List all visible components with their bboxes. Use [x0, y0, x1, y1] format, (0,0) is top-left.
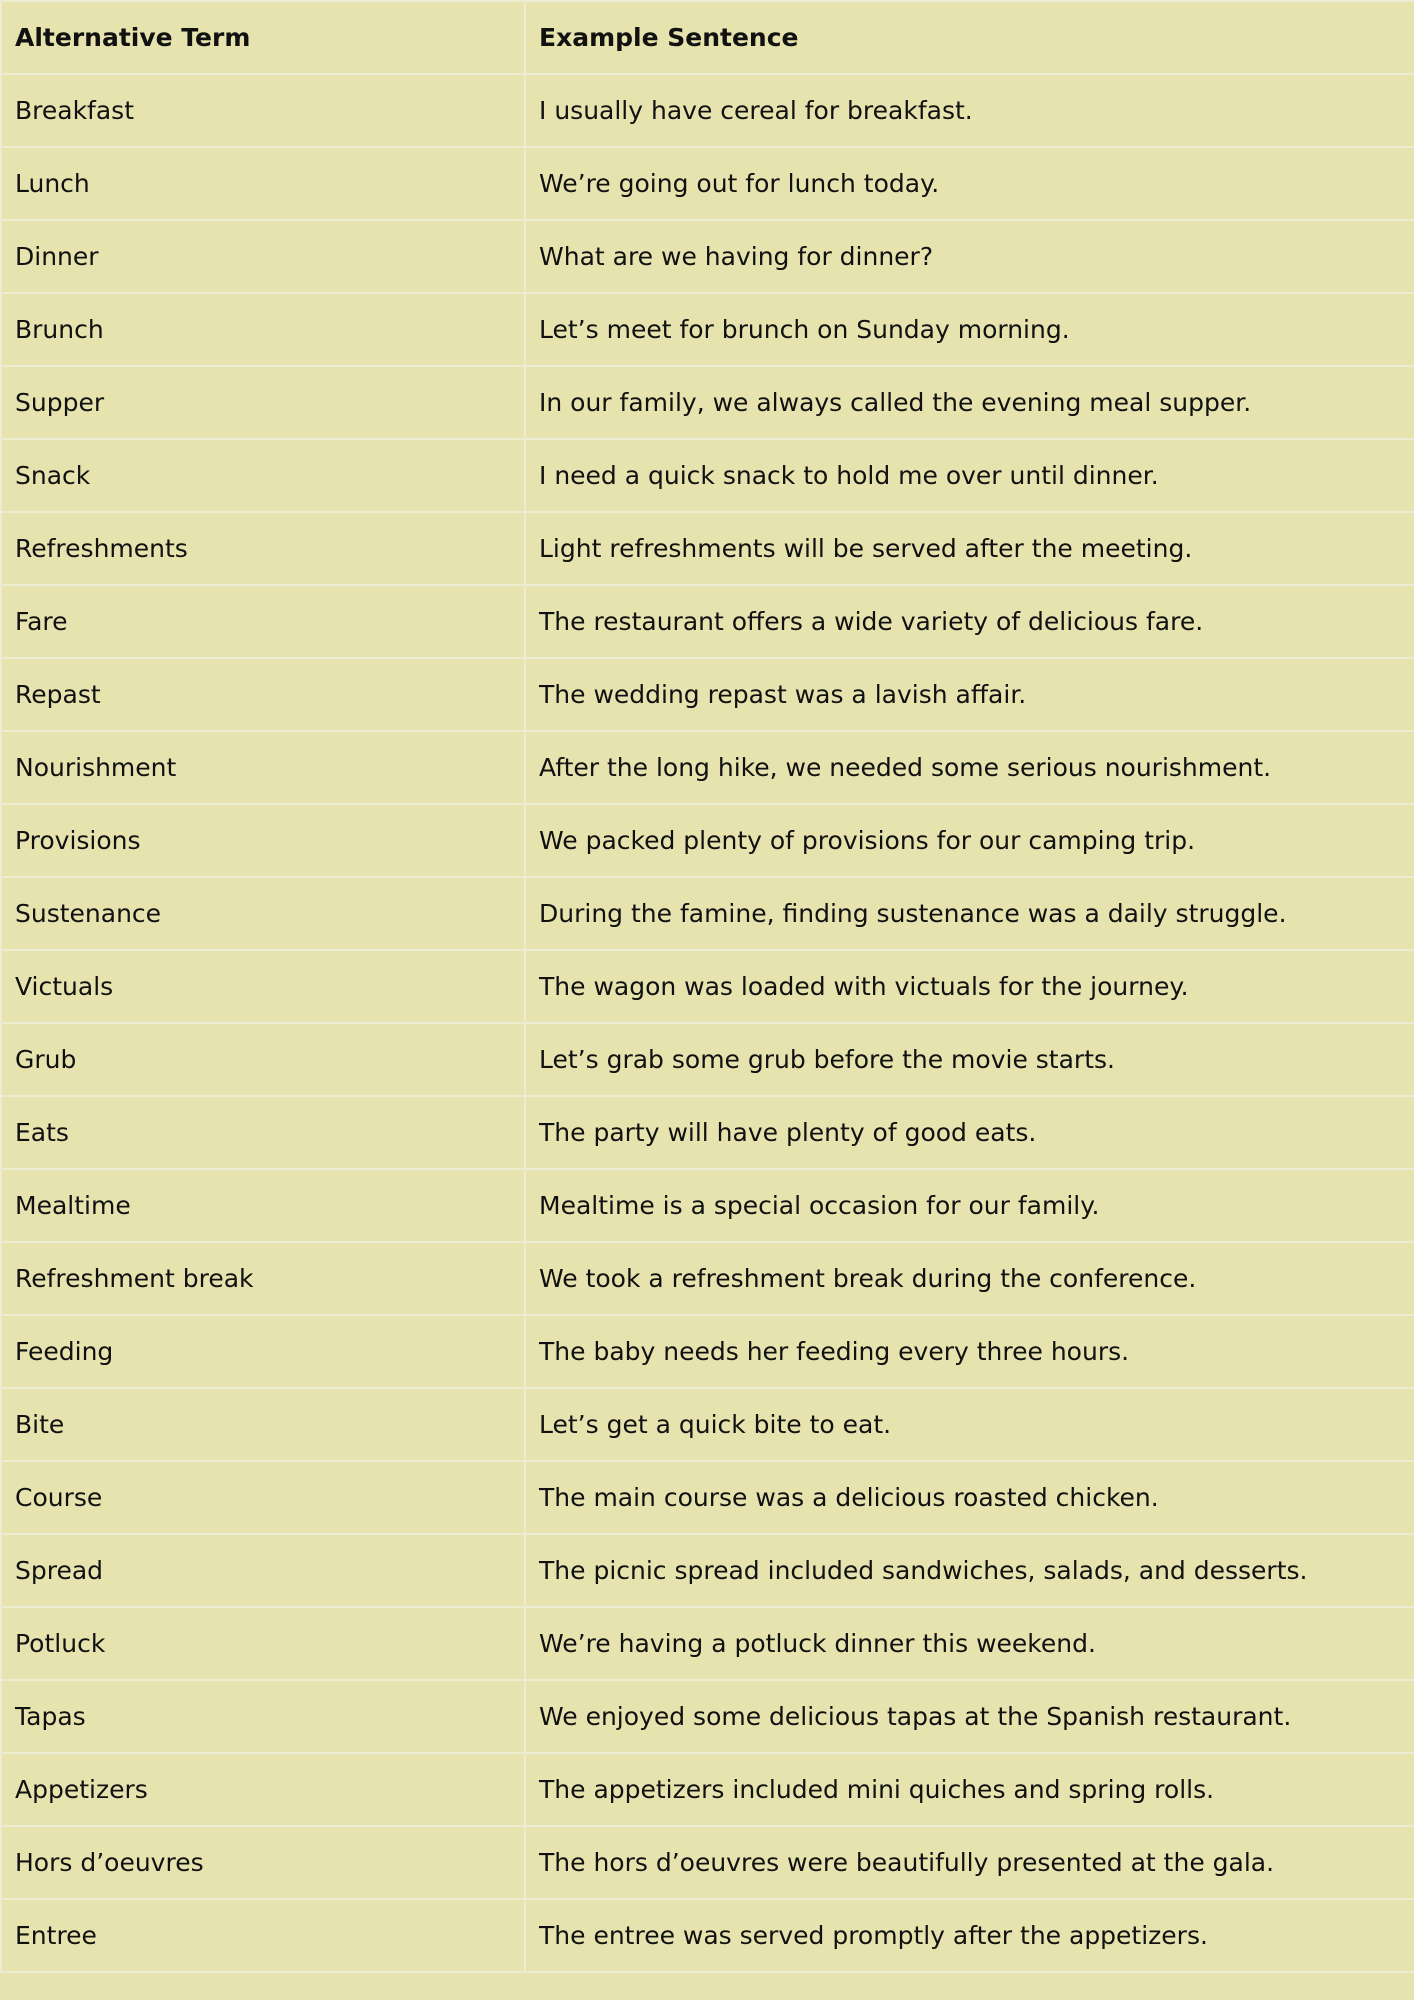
term-cell: Entree: [1, 1899, 525, 1972]
example-sentence-cell: In our family, we always called the evening meal supper.: [525, 366, 1414, 439]
example-sentence-cell: Light refreshments will be served after the meeting.: [525, 512, 1414, 585]
term-cell: Brunch: [1, 293, 525, 366]
example-sentence-cell: I usually have cereal for breakfast.: [525, 74, 1414, 147]
table-row: [1, 512, 1414, 585]
table-row: [1, 804, 1414, 877]
example-sentence-cell: The picnic spread included sandwiches, salads, and desserts.: [525, 1534, 1414, 1607]
term-cell: Fare: [1, 585, 525, 658]
term-cell: Refreshment break: [1, 1242, 525, 1315]
term-cell: Repast: [1, 658, 525, 731]
example-sentence-cell: During the famine, finding sustenance was a daily struggle.: [525, 877, 1414, 950]
term-cell: Eats: [1, 1096, 525, 1169]
table-row: [1, 731, 1414, 804]
term-cell: Breakfast: [1, 74, 525, 147]
example-sentence-cell: Let’s grab some grub before the movie starts.: [525, 1023, 1414, 1096]
example-sentence-cell: The hors d’oeuvres were beautifully presented at the gala.: [525, 1826, 1414, 1899]
example-sentence-cell: Mealtime is a special occasion for our family.: [525, 1169, 1414, 1242]
term-cell: Course: [1, 1461, 525, 1534]
term-cell: Feeding: [1, 1315, 525, 1388]
table-row: [1, 1388, 1414, 1461]
table-row: [1, 585, 1414, 658]
term-cell: Spread: [1, 1534, 525, 1607]
example-sentence-cell: The wedding repast was a lavish affair.: [525, 658, 1414, 731]
example-sentence-cell: The party will have plenty of good eats.: [525, 1096, 1414, 1169]
table-row: [1, 1461, 1414, 1534]
table-body: [1, 74, 1414, 1972]
table-row: [1, 658, 1414, 731]
example-sentence-cell: The wagon was loaded with victuals for the journey.: [525, 950, 1414, 1023]
example-sentence-cell: The appetizers included mini quiches and spring rolls.: [525, 1753, 1414, 1826]
table-row: [1, 1315, 1414, 1388]
example-sentence-cell: After the long hike, we needed some serious nourishment.: [525, 731, 1414, 804]
table-row: [1, 877, 1414, 950]
term-cell: Dinner: [1, 220, 525, 293]
example-sentence-cell: I need a quick snack to hold me over until dinner.: [525, 439, 1414, 512]
table-row: [1, 1753, 1414, 1826]
table-row: [1, 1096, 1414, 1169]
example-sentence-cell: The baby needs her feeding every three hours.: [525, 1315, 1414, 1388]
term-cell: Potluck: [1, 1607, 525, 1680]
example-sentence-cell: We took a refreshment break during the conference.: [525, 1242, 1414, 1315]
term-cell: Lunch: [1, 147, 525, 220]
table-row: [1, 1826, 1414, 1899]
example-sentence-cell: The restaurant offers a wide variety of delicious fare.: [525, 585, 1414, 658]
table-row: [1, 1023, 1414, 1096]
header-example-sentence: Example Sentence: [525, 1, 1414, 74]
term-cell: Tapas: [1, 1680, 525, 1753]
term-cell: Nourishment: [1, 731, 525, 804]
example-sentence-cell: We’re having a potluck dinner this weekend.: [525, 1607, 1414, 1680]
header-alternative-term: Alternative Term: [1, 1, 525, 74]
table-row: [1, 220, 1414, 293]
term-cell: Victuals: [1, 950, 525, 1023]
table-row: [1, 1899, 1414, 1972]
term-cell: Mealtime: [1, 1169, 525, 1242]
term-cell: Grub: [1, 1023, 525, 1096]
table-row: [1, 1680, 1414, 1753]
table-row: [1, 1534, 1414, 1607]
table-row: [1, 950, 1414, 1023]
example-sentence-cell: Let’s get a quick bite to eat.: [525, 1388, 1414, 1461]
table-row: [1, 1169, 1414, 1242]
table-header-row: [1, 1, 1414, 74]
term-cell: Provisions: [1, 804, 525, 877]
table-row: [1, 74, 1414, 147]
table-row: [1, 439, 1414, 512]
table-row: [1, 366, 1414, 439]
table-row: [1, 1242, 1414, 1315]
table-row: [1, 293, 1414, 366]
term-cell: Hors d’oeuvres: [1, 1826, 525, 1899]
example-sentence-cell: We packed plenty of provisions for our camping trip.: [525, 804, 1414, 877]
example-sentence-cell: Let’s meet for brunch on Sunday morning.: [525, 293, 1414, 366]
example-sentence-cell: The main course was a delicious roasted chicken.: [525, 1461, 1414, 1534]
term-cell: Sustenance: [1, 877, 525, 950]
term-cell: Snack: [1, 439, 525, 512]
example-sentence-cell: We enjoyed some delicious tapas at the Spanish restaurant.: [525, 1680, 1414, 1753]
term-cell: Refreshments: [1, 512, 525, 585]
term-cell: Appetizers: [1, 1753, 525, 1826]
table-row: [1, 1607, 1414, 1680]
term-cell: Supper: [1, 366, 525, 439]
term-cell: Bite: [1, 1388, 525, 1461]
table-row: [1, 147, 1414, 220]
example-sentence-cell: We’re going out for lunch today.: [525, 147, 1414, 220]
example-sentence-cell: What are we having for dinner?: [525, 220, 1414, 293]
example-sentence-cell: The entree was served promptly after the appetizers.: [525, 1899, 1414, 1972]
